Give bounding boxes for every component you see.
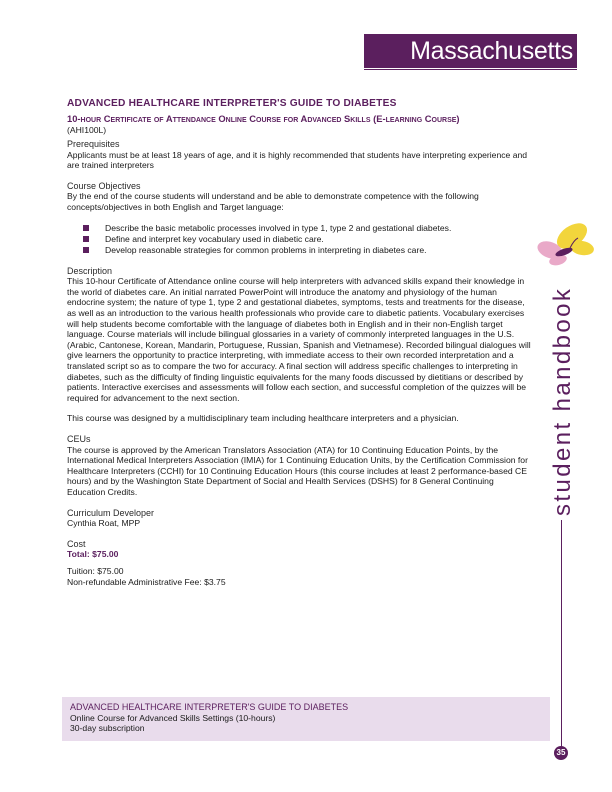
description-note: This course was designed by a multidisciplinary team including healthcare interpreters and a physician. (67, 413, 459, 424)
objectives-heading: Course Objectives (67, 180, 141, 191)
state-banner: Massachusetts (364, 34, 577, 68)
course-title: ADVANCED HEALTHCARE INTERPRETER'S GUIDE TO DIABETES (67, 98, 397, 109)
prerequisites-heading: Prerequisites (67, 139, 120, 150)
summary-format: Online Course for Advanced Skills Settings (10-hours) (70, 712, 276, 723)
banner-rule (364, 69, 577, 70)
cost-heading: Cost (67, 538, 86, 549)
sidebar-label (544, 288, 580, 518)
summary-title: ADVANCED HEALTHCARE INTERPRETER'S GUIDE TO DIABETES (70, 702, 349, 712)
square-bullet-icon (83, 236, 89, 242)
objectives-intro: By the end of the course students will understand and be able to demonstrate competence with the following concepts/objectives in both English and Target language: (67, 191, 479, 213)
cost-tuition: Tuition: $75.00 (67, 565, 124, 576)
summary-subscription: 30-day subscription (70, 723, 145, 734)
page-number: 35 (554, 746, 568, 760)
sidebar-rule (561, 520, 562, 748)
course-summary-box (62, 697, 550, 741)
ceus-heading: CEUs (67, 433, 91, 444)
course-code: (AHI100L) (67, 124, 107, 135)
sidebar-label-text: student handbook (549, 288, 576, 516)
list-item: Describe the basic metabolic processes involved in type 1, type 2 and gestational diabetes. (83, 223, 532, 234)
list-item: Define and interpret key vocabulary used in diabetic care. (83, 234, 532, 245)
developer-heading: Curriculum Developer (67, 507, 155, 518)
course-content (67, 98, 532, 587)
cost-total: Total: $75.00 (67, 549, 119, 560)
objectives-list (83, 223, 532, 256)
butterfly-icon (534, 220, 596, 272)
developer-name: Cynthia Roat, MPP (67, 518, 141, 529)
cost-fee: Non-refundable Administrative Fee: $3.75 (67, 576, 226, 587)
prerequisites-text: Applicants must be at least 18 years of age, and it is highly recommended that students have interpreting experience and are trained interpreters (67, 149, 528, 171)
square-bullet-icon (83, 247, 89, 253)
course-subtitle: 10-hour Certificate of Attendance Online Course for Advanced Skills (E-learning Course) (67, 113, 460, 124)
square-bullet-icon (83, 225, 89, 231)
description-text: This 10-hour Certificate of Attendance online course will help interpreters with advanced skills expand their knowledge in the world of diabetes care. An initial narrated PowerPoint will introduce the anatomy and physiology of the human endocrine system; the nature of type 1, type 2 and gestational diabetes, symptoms, tests and treatments for the disease, as well as an introduction to the various health professionals who provide care to diabetic patients. Vocabulary exercises will help students become comfortable with the language of diabetes both in English and in their non-English target language. Course materials will include bilingual glossaries in a variety of commonly interpreted languages in the U.S. (Arabic, Cantonese, Korean, Mandarin, Portuguese, Russian, Spanish and Vietnamese). Recorded bilingual dialogues will give learners the opportunity to practice interpreting, with immediate access to their own recorded interpretation and a translated script so as to compare the two for accuracy. A final section will address specific challenges to interpreting in diabetes, such as the difficulty of finding linguistic equivalents for the many foods discussed by dietitians or described by patients. Interactive exercises and assessments will follow each section, and successful completion of the quizzes will be required for advancement to the next section. (67, 276, 531, 403)
description-heading: Description (67, 265, 113, 276)
list-item: Develop reasonable strategies for common problems in interpreting in diabetes care. (83, 245, 532, 256)
ceus-text: The course is approved by the American Translators Association (ATA) for 10 Continuing Education Points, by the International Medical Interpreters Association (IMIA) for 1 Continuing Education Units, by the Certification Commission for Healthcare Interpreters (CCHI) for 10 Continuing Education Hours (this course includes at least 2 performance-based CE hours) and by the Washington State Department of Social and Health Services (DSHS) for 8 General Continuing Education Credits. (67, 444, 528, 497)
